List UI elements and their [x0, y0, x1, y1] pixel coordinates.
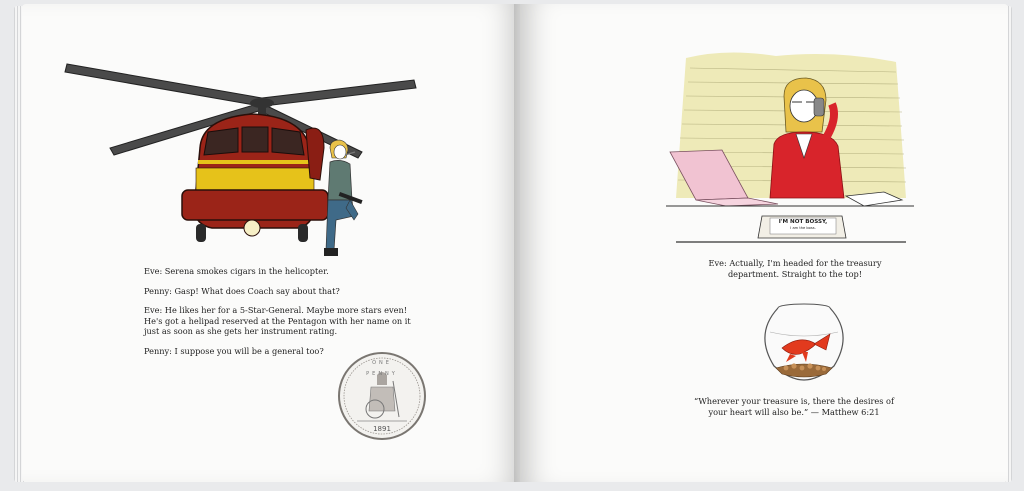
coin-legend: ONE PENNY [366, 360, 398, 377]
left-page [22, 4, 522, 482]
right-dialogue: Eve: Actually, I'm headed for the treasury department. Straight to the top! [708, 258, 882, 279]
woman-illustration [310, 140, 370, 260]
dialogue-line: Penny: I suppose you will be a general too? [144, 345, 324, 356]
desk-sign-line2: I am the boss. [790, 226, 816, 230]
desk-scene [666, 48, 916, 244]
dialogue-line: Eve: Serena smokes cigars in the helicopter. [144, 266, 329, 276]
bible-quote: “Wherever your treasure is, there the desires of your heart will also be.” — Matthew 6:21 [693, 396, 895, 417]
coin-year: 1891 [373, 425, 391, 433]
open-book [14, 4, 1012, 484]
goldfish-bowl [760, 304, 848, 380]
dialogue-line: Eve: He likes her for a 5-Star-General. Maybe more stars even! He's got a helipad reserved at the Pentagon with her name on it just as soon as she gets her instrument rating. [144, 305, 411, 337]
right-page [520, 4, 1008, 482]
desk-sign-line1: I'M NOT BOSSY, [778, 219, 828, 225]
dialogue-line: Penny: Gasp! What does Coach say about that? [144, 285, 340, 296]
